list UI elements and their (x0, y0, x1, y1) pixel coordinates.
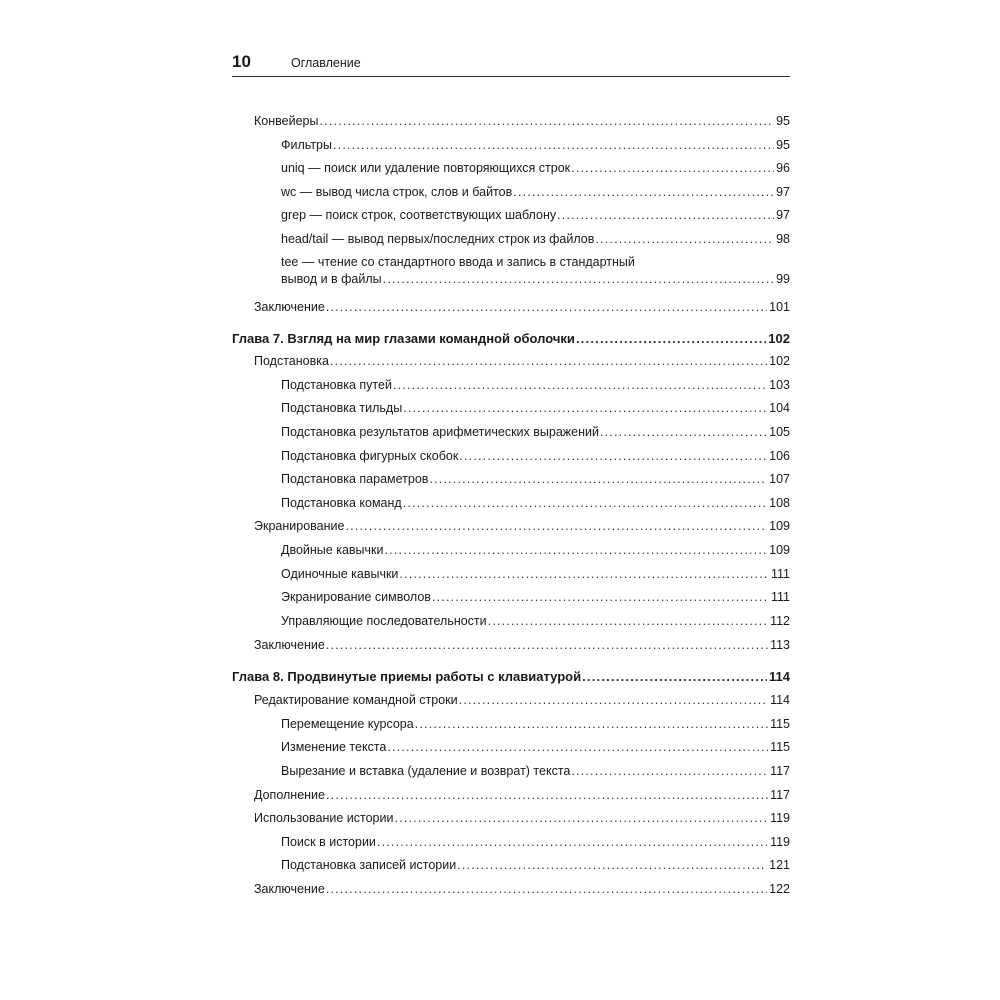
toc-page-number: 119 (770, 835, 790, 849)
leader-dots (576, 327, 766, 350)
leader-dots (595, 228, 774, 251)
toc-page-number: 97 (776, 185, 790, 199)
toc-page-number: 111 (770, 567, 790, 581)
toc-entry (281, 713, 790, 736)
leader-dots (459, 689, 768, 712)
leader-dots (571, 760, 768, 783)
leader-dots (415, 713, 768, 736)
toc-page-number: 114 (770, 693, 790, 707)
leader-dots (326, 878, 767, 901)
toc-title: Подстановка (254, 350, 330, 373)
toc-entry (281, 181, 790, 204)
toc-page-number: 117 (770, 788, 790, 802)
toc-entry (281, 254, 790, 294)
toc-title: Экранирование (254, 515, 345, 538)
toc-entry (281, 445, 790, 468)
toc-title: Дополнение (254, 784, 326, 807)
toc-title: Изменение текста (281, 736, 387, 759)
leader-dots (387, 736, 768, 759)
page-number: 10 (232, 52, 251, 71)
toc-title: Фильтры (281, 134, 333, 157)
toc-entry (281, 760, 790, 783)
toc-entry (281, 421, 790, 444)
leader-dots (399, 563, 769, 586)
toc-title: Экранирование символов (281, 586, 432, 609)
toc-title: Подстановка команд (281, 492, 403, 515)
toc-page-number: 102 (769, 354, 790, 368)
toc-entry (281, 736, 790, 759)
toc-page-number: 105 (769, 425, 790, 439)
toc-page-number: 97 (776, 208, 790, 222)
leader-dots (513, 181, 774, 204)
toc-page-number: 112 (770, 614, 790, 628)
toc-page-number: 99 (776, 272, 790, 286)
toc-page-number: 108 (769, 496, 790, 510)
toc-entry (281, 157, 790, 180)
toc-title: Использование истории (254, 807, 394, 830)
toc-chapter-entry (232, 665, 790, 688)
leader-dots (385, 539, 768, 562)
toc-page-number: 107 (769, 472, 790, 486)
toc-chapter-title: Глава 7. Взгляд на мир глазами командной оболочки (232, 327, 576, 350)
toc-title: Поиск в истории (281, 831, 377, 854)
toc-title: Конвейеры (254, 110, 319, 133)
toc-entry (254, 350, 790, 373)
toc-title: Одиночные кавычки (281, 563, 399, 586)
toc-title: Подстановка результатов арифметических выражений (281, 421, 600, 444)
toc-page-number: 109 (769, 519, 790, 533)
toc-page-number: 111 (770, 590, 790, 604)
toc-page-number: 114 (769, 669, 790, 684)
toc-entry (281, 610, 790, 633)
toc-title: Подстановка путей (281, 374, 393, 397)
toc-entry (281, 204, 790, 227)
toc-title: Заключение (254, 296, 326, 319)
toc-page-number: 101 (769, 300, 790, 314)
leader-dots (459, 445, 767, 468)
toc-title: Заключение (254, 634, 326, 657)
toc-page-number: 95 (776, 138, 790, 152)
leader-dots (326, 296, 767, 319)
toc-title: Редактирование командной строки (254, 689, 459, 712)
toc-entry (254, 296, 790, 319)
toc-title: Двойные кавычки (281, 539, 385, 562)
toc-chapter-entry (232, 327, 790, 350)
toc-page-number: 122 (769, 882, 790, 896)
toc-entry (254, 634, 790, 657)
toc-page-number: 113 (770, 638, 790, 652)
leader-dots (383, 271, 774, 288)
leader-dots (571, 157, 774, 180)
leader-dots (582, 665, 767, 688)
toc-entry (281, 468, 790, 491)
toc-page-number: 109 (769, 543, 790, 557)
leader-dots (429, 468, 767, 491)
leader-dots (403, 492, 767, 515)
toc-page-number: 95 (776, 114, 790, 128)
toc-page-number: 98 (776, 232, 790, 246)
leader-dots (319, 110, 774, 133)
toc-page-number: 103 (769, 378, 790, 392)
leader-dots (326, 634, 768, 657)
leader-dots (394, 807, 768, 830)
leader-dots (330, 350, 767, 373)
leader-dots (488, 610, 768, 633)
toc-chapter-title: Глава 8. Продвинутые приемы работы с клавиатурой (232, 665, 582, 688)
toc-title-line1: tee — чтение со стандартного ввода и запись в стандартный (281, 255, 635, 269)
toc-title: head/tail — вывод первых/последних строк из файлов (281, 228, 595, 251)
toc-entry (281, 492, 790, 515)
toc-page-number: 115 (770, 740, 790, 754)
toc-entry (254, 807, 790, 830)
toc-title: Перемещение курсора (281, 713, 415, 736)
toc-page-number: 115 (770, 717, 790, 731)
toc-page-number: 106 (769, 449, 790, 463)
toc-entry (281, 563, 790, 586)
toc-title: wc — вывод числа строк, слов и байтов (281, 181, 513, 204)
toc-title: Подстановка тильды (281, 397, 403, 420)
leader-dots (345, 515, 767, 538)
toc-title: uniq — поиск или удаление повторяющихся строк (281, 157, 571, 180)
toc-entry (254, 784, 790, 807)
toc-entry (281, 397, 790, 420)
toc-page-number: 117 (770, 764, 790, 778)
toc-title: Вырезание и вставка (удаление и возврат) текста (281, 760, 571, 783)
toc-title: Подстановка записей истории (281, 854, 457, 877)
toc-title: grep — поиск строк, соответствующих шаблону (281, 204, 557, 227)
toc-entry (281, 831, 790, 854)
toc-title: Заключение (254, 878, 326, 901)
leader-dots (393, 374, 767, 397)
toc-entry (281, 374, 790, 397)
toc-page-number: 104 (769, 401, 790, 415)
toc-title: вывод и в файлы (281, 272, 382, 286)
toc-entry (254, 110, 790, 133)
page-header (232, 52, 790, 77)
toc-page-number: 102 (768, 331, 790, 346)
leader-dots (600, 421, 767, 444)
toc-page-number: 119 (770, 811, 790, 825)
toc-entry (281, 586, 790, 609)
toc-entry (254, 515, 790, 538)
toc-title: Подстановка параметров (281, 468, 429, 491)
running-head: Оглавление (291, 56, 361, 70)
toc-page-number: 96 (776, 161, 790, 175)
toc-entry (281, 539, 790, 562)
leader-dots (326, 784, 768, 807)
toc-entry (254, 878, 790, 901)
toc-page-number: 121 (769, 858, 790, 872)
toc-entry (281, 134, 790, 157)
toc-entry (281, 228, 790, 251)
toc-entry (254, 689, 790, 712)
toc-entry (281, 854, 790, 877)
leader-dots (333, 134, 774, 157)
toc-title: Подстановка фигурных скобок (281, 445, 459, 468)
toc-title: Управляющие последовательности (281, 610, 488, 633)
leader-dots (403, 397, 767, 420)
leader-dots (457, 854, 767, 877)
leader-dots (557, 204, 774, 227)
leader-dots (432, 586, 769, 609)
leader-dots (377, 831, 768, 854)
